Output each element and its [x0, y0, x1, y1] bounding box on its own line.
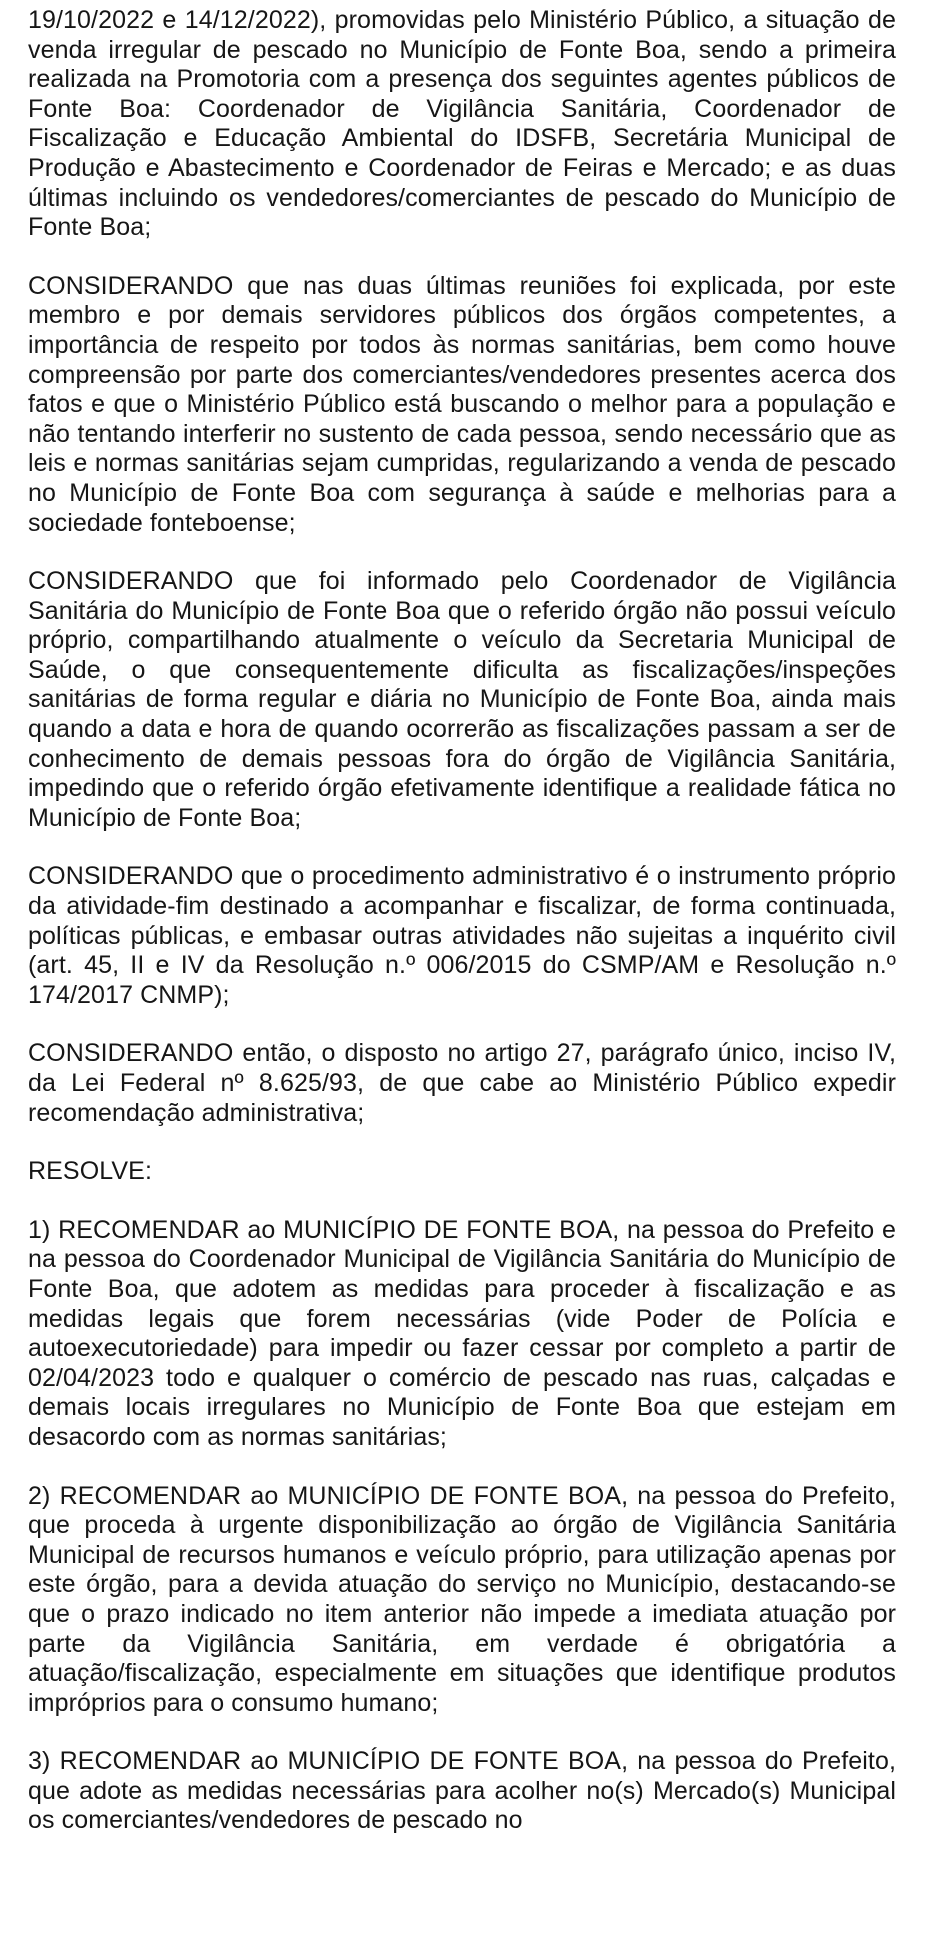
- paragraph-considerando-procedimento: CONSIDERANDO que o procedimento administrativo é o instrumento próprio da atividade-fim destinado a acompanhar e fiscalizar, de forma continuada, políticas públicas, e embasar outras atividades não sujeitas a inquérito civil (art. 45, II e IV da Resolução n.º 006/2015 do CSMP/AM e Resolução n.º 174/2017 CNMP);: [28, 862, 896, 1009]
- paragraph-resolve: RESOLVE:: [28, 1157, 152, 1186]
- paragraph-context-meetings: 19/10/2022 e 14/12/2022), promovidas pelo Ministério Público, a situação de venda irregular de pescado no Município de Fonte Boa, sendo a primeira realizada na Promotoria com a presença dos seguintes agentes públicos de Fonte Boa: Coordenador de Vigilância Sanitária, Coordenador de Fiscalização e Educação Ambiental do IDSFB, Secretária Municipal de Produção e Abastecimento e Coordenador de Feiras e Mercado; e as duas últimas incluindo os vendedores/comerciantes de pescado do Município de Fonte Boa;: [28, 6, 896, 242]
- document-page: [28, 6, 896, 1836]
- paragraph-considerando-reunioes: CONSIDERANDO que nas duas últimas reuniões foi explicada, por este membro e por demais servidores públicos dos órgãos competentes, a importância de respeito por todos às normas sanitárias, bem como houve compreensão por parte dos comerciantes/vendedores presentes acerca dos fatos e que o Ministério Público está buscando o melhor para a população e não tentando interferir no sustento de cada pessoa, sendo necessário que as leis e normas sanitárias sejam cumpridas, regularizando a venda de pescado no Município de Fonte Boa com segurança à saúde e melhorias para a sociedade fonteboense;: [28, 271, 896, 537]
- paragraph-recomendacao-1: 1) RECOMENDAR ao MUNICÍPIO DE FONTE BOA, na pessoa do Prefeito e na pessoa do Coordenador Municipal de Vigilância Sanitária do Município de Fonte Boa, que adotem as medidas para proceder à fiscalização e as medidas legais que forem necessárias (vide Poder de Polícia e autoexecutoriedade) para impedir ou fazer cessar por completo a partir de 02/04/2023 todo e qualquer o comércio de pescado nas ruas, calçadas e demais locais irregulares no Município de Fonte Boa que estejam em desacordo com as normas sanitárias;: [28, 1215, 896, 1451]
- paragraph-considerando-veiculo: CONSIDERANDO que foi informado pelo Coordenador de Vigilância Sanitária do Município de Fonte Boa que o referido órgão não possui veículo próprio, compartilhando atualmente o veículo da Secretaria Municipal de Saúde, o que consequentemente dificulta as fiscalizações/inspeções sanitárias de forma regular e diária no Município de Fonte Boa, ainda mais quando a data e hora de quando ocorrerão as fiscalizações passam a ser de conhecimento de demais pessoas fora do órgão de Vigilância Sanitária, impedindo que o referido órgão efetivamente identifique a realidade fática no Município de Fonte Boa;: [28, 567, 896, 832]
- paragraph-recomendacao-2: 2) RECOMENDAR ao MUNICÍPIO DE FONTE BOA, na pessoa do Prefeito, que proceda à urgente disponibilização ao órgão de Vigilância Sanitária Municipal de recursos humanos e veículo próprio, para utilização apenas por este órgão, para a devida atuação do serviço no Município, destacando-se que o prazo indicado no item anterior não impede a imediata atuação por parte da Vigilância Sanitária, em verdade é obrigatória a atuação/fiscalização, especialmente em situações que identifique produtos impróprios para o consumo humano;: [28, 1481, 896, 1717]
- paragraph-recomendacao-3: 3) RECOMENDAR ao MUNICÍPIO DE FONTE BOA, na pessoa do Prefeito, que adote as medidas necessárias para acolher no(s) Mercado(s) Municipal os comerciantes/vendedores de pescado no: [28, 1747, 896, 1835]
- paragraph-considerando-lei-federal: CONSIDERANDO então, o disposto no artigo 27, parágrafo único, inciso IV, da Lei Federal nº 8.625/93, de que cabe ao Ministério Público expedir recomendação administrativa;: [28, 1039, 896, 1127]
